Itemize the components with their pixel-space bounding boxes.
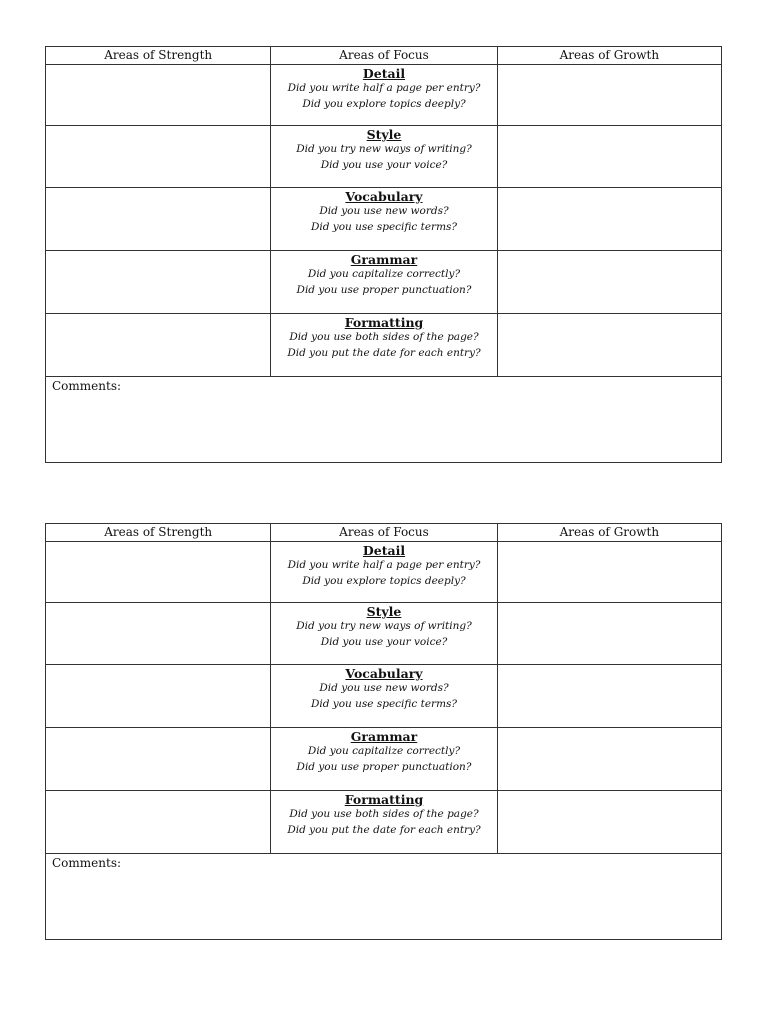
focus-question: Did you capitalize correctly? [307,745,461,757]
strength-cell[interactable] [46,314,271,377]
strength-cell[interactable] [46,542,271,603]
focus-question: Did you explore topics deeply? [302,97,466,110]
focus-title: Style [366,604,402,619]
focus-title: Vocabulary [345,189,423,204]
table-row [46,603,722,665]
rubric-table-1 [45,46,722,463]
focus-title: Formatting [344,792,424,807]
focus-question: Did you use specific terms? [310,697,458,710]
growth-cell[interactable] [497,603,721,665]
header-focus: Areas of Focus [271,524,497,542]
growth-cell[interactable] [497,188,721,251]
focus-question: Did you put the date for each entry? [287,346,481,359]
strength-cell[interactable] [46,126,271,188]
focus-cell-style [271,126,497,188]
focus-title: Formatting [344,315,424,330]
comments-row [46,377,722,463]
focus-question: Did you try new ways of writing? [296,620,472,632]
comments-cell[interactable] [46,854,722,940]
growth-cell[interactable] [497,314,721,377]
strength-cell[interactable] [46,188,271,251]
focus-cell-formatting [271,791,497,854]
focus-title: Style [366,127,402,142]
comments-cell[interactable] [46,377,722,463]
table-row [46,791,722,854]
focus-question: Did you put the date for each entry? [287,823,481,836]
table-row [46,65,722,126]
focus-question: Did you write half a page per entry? [287,82,481,94]
table-row [46,251,722,314]
focus-cell-vocabulary [271,188,497,251]
focus-title: Grammar [350,252,418,267]
header-row [46,47,722,65]
focus-question: Did you use proper punctuation? [296,283,472,296]
growth-cell[interactable] [497,126,721,188]
focus-question: Did you use your voice? [320,158,448,171]
header-strength: Areas of Strength [46,47,271,65]
focus-question: Did you try new ways of writing? [296,143,472,155]
rubric-table-2 [45,523,722,940]
focus-cell-detail [271,542,497,603]
strength-cell[interactable] [46,791,271,854]
growth-cell[interactable] [497,65,721,126]
growth-cell[interactable] [497,791,721,854]
focus-question: Did you use your voice? [320,635,448,648]
focus-title: Vocabulary [345,666,423,681]
table-row [46,665,722,728]
focus-title: Grammar [350,729,418,744]
strength-cell[interactable] [46,728,271,791]
table-row [46,126,722,188]
growth-cell[interactable] [497,665,721,728]
focus-cell-formatting [271,314,497,377]
table-row [46,314,722,377]
focus-question: Did you use new words? [319,682,449,694]
table-row [46,188,722,251]
growth-cell[interactable] [497,251,721,314]
table-row [46,728,722,791]
table-row [46,542,722,603]
focus-question: Did you use new words? [319,205,449,217]
header-growth: Areas of Growth [497,47,721,65]
focus-cell-style [271,603,497,665]
focus-cell-grammar [271,251,497,314]
focus-title: Detail [362,543,406,558]
focus-question: Did you use both sides of the page? [289,808,479,820]
focus-question: Did you use specific terms? [310,220,458,233]
strength-cell[interactable] [46,665,271,728]
header-strength: Areas of Strength [46,524,271,542]
growth-cell[interactable] [497,728,721,791]
strength-cell[interactable] [46,251,271,314]
focus-title: Detail [362,66,406,81]
comments-label: Comments: [52,379,122,393]
focus-cell-detail [271,65,497,126]
header-focus: Areas of Focus [271,47,497,65]
header-growth: Areas of Growth [497,524,721,542]
comments-label: Comments: [52,856,122,870]
focus-cell-grammar [271,728,497,791]
comments-row [46,854,722,940]
strength-cell[interactable] [46,65,271,126]
growth-cell[interactable] [497,542,721,603]
focus-question: Did you explore topics deeply? [302,574,466,587]
focus-question: Did you use both sides of the page? [289,331,479,343]
strength-cell[interactable] [46,603,271,665]
focus-question: Did you use proper punctuation? [296,760,472,773]
focus-question: Did you capitalize correctly? [307,268,461,280]
focus-cell-vocabulary [271,665,497,728]
focus-question: Did you write half a page per entry? [287,559,481,571]
header-row [46,524,722,542]
